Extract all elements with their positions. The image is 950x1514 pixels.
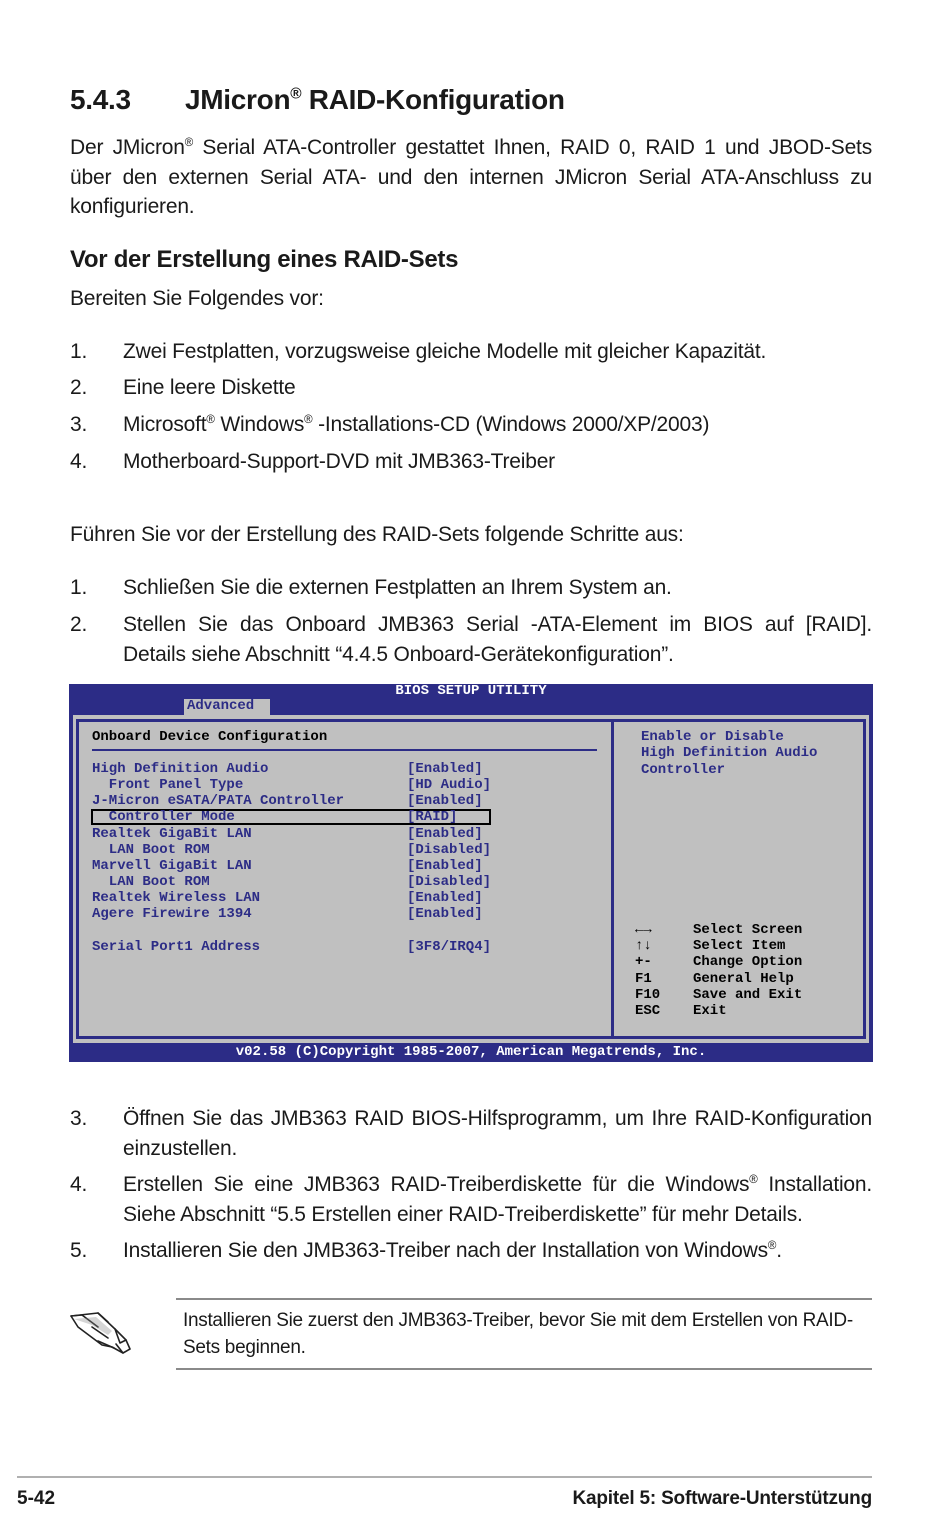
key-select-item: ↑↓ Select Item [635, 938, 786, 955]
bios-section-header: Onboard Device Configuration [92, 729, 328, 745]
note-top-rule [176, 1298, 872, 1300]
bios-title: BIOS SETUP UTILITY [395, 683, 547, 699]
key-general-help: F1 General Help [635, 970, 794, 987]
bios-screenshot [69, 684, 873, 1062]
bios-option[interactable]: Marvell GigaBit LAN [Enabled] [92, 858, 483, 874]
list-item: 4. Erstellen Sie eine JMB363 RAID-Treiberdiskette für die Windows® Installation. Siehe Abschnitt “5.5 Erstellen einer RAID-Treiberdiskette” für mehr Details. [70, 1173, 873, 1226]
list-item: 1. Zwei Festplatten, vorzugsweise gleiche Modelle mit gleicher Kapazität. [70, 340, 767, 363]
list-item: 4. Motherboard-Support-DVD mit JMB363-Treiber [70, 450, 555, 473]
key-save-exit: F10 Save and Exit [635, 986, 803, 1003]
bios-option[interactable]: Realtek GigaBit LAN [Enabled] [92, 826, 483, 842]
page-number: 5-42 [17, 1488, 56, 1509]
list-item: 3. Microsoft® Windows® -Installations-CD (Windows 2000/XP/2003) [70, 413, 710, 436]
bios-panel [73, 715, 869, 1043]
bios-option[interactable]: Front Panel Type [HD Audio] [92, 777, 492, 793]
list-item: 2. Stellen Sie das Onboard JMB363 Serial -ATA-Element im BIOS auf [RAID]. Details siehe Abschnitt “4.4.5 Onboard-Gerätekonfiguration”. [70, 613, 872, 666]
list-item: 2. Eine leere Diskette [70, 376, 296, 399]
bios-option[interactable]: Serial Port1 Address [3F8/IRQ4] [92, 939, 492, 955]
steps-intro: Führen Sie vor der Erstellung des RAID-Sets folgende Schritte aus: [70, 523, 684, 546]
bios-key-legend [635, 922, 802, 1019]
list-item: 3. Öffnen Sie das JMB363 RAID BIOS-Hilfsprogramm, um Ihre RAID-Konfiguration einzustellen. [70, 1107, 872, 1160]
intro-paragraph: Der JMicron® Serial ATA-Controller gestattet Ihnen, RAID 0, RAID 1 und JBOD-Sets über den externen Serial ATA- und den internen JMicron Serial ATA-Anschluss zu konfigurieren. [70, 136, 872, 218]
note-hand-icon [68, 1303, 134, 1357]
bios-option[interactable]: LAN Boot ROM [Disabled] [92, 874, 492, 890]
footer-rule [17, 1476, 872, 1478]
section-number: 5.4.3 [70, 84, 131, 115]
arrows-up-down-icon: ↑↓ [635, 938, 652, 955]
chapter-title: Kapitel 5: Software-Unterstützung [572, 1488, 872, 1509]
list-item: 5. Installieren Sie den JMB363-Treiber nach der Installation von Windows®. [70, 1239, 782, 1262]
bios-option[interactable]: J-Micron eSATA/PATA Controller [Enabled] [92, 793, 483, 809]
note-bottom-rule [176, 1368, 872, 1370]
bios-copyright: v02.58 (C)Copyright 1985-2007, American Megatrends, Inc. [235, 1044, 707, 1060]
key-change-option: +- Change Option [635, 954, 803, 971]
subheading: Vor der Erstellung eines RAID-Sets [70, 246, 459, 273]
bios-header-underline [92, 749, 597, 751]
tab-advanced[interactable]: Advanced [184, 699, 270, 715]
key-select-screen: ←→ Select Screen [635, 922, 803, 938]
bios-divider [611, 719, 614, 1039]
bios-help-text: Enable or Disable High Definition Audio Controller [641, 729, 818, 778]
prepare-text: Bereiten Sie Folgendes vor: [70, 287, 324, 310]
bios-option-selected[interactable]: Controller Mode [RAID] [92, 809, 458, 825]
bios-option[interactable]: LAN Boot ROM [Disabled] [92, 842, 492, 858]
section-title: 5.4.3 JMicron® RAID-Konfiguration [70, 84, 565, 115]
bios-option[interactable]: High Definition Audio [Enabled] [92, 761, 483, 777]
arrows-left-right-icon: ←→ [635, 922, 652, 938]
key-exit: ESC Exit [635, 1002, 727, 1019]
note-text: Installieren Sie zuerst den JMB363-Treiber, bevor Sie mit dem Erstellen von RAID-Sets beginnen. [183, 1310, 853, 1358]
list-item: 1. Schließen Sie die externen Festplatten an Ihrem System an. [70, 576, 672, 599]
bios-option[interactable]: Realtek Wireless LAN [Enabled] [92, 890, 483, 906]
bios-option[interactable]: Agere Firewire 1394 [Enabled] [92, 906, 483, 922]
